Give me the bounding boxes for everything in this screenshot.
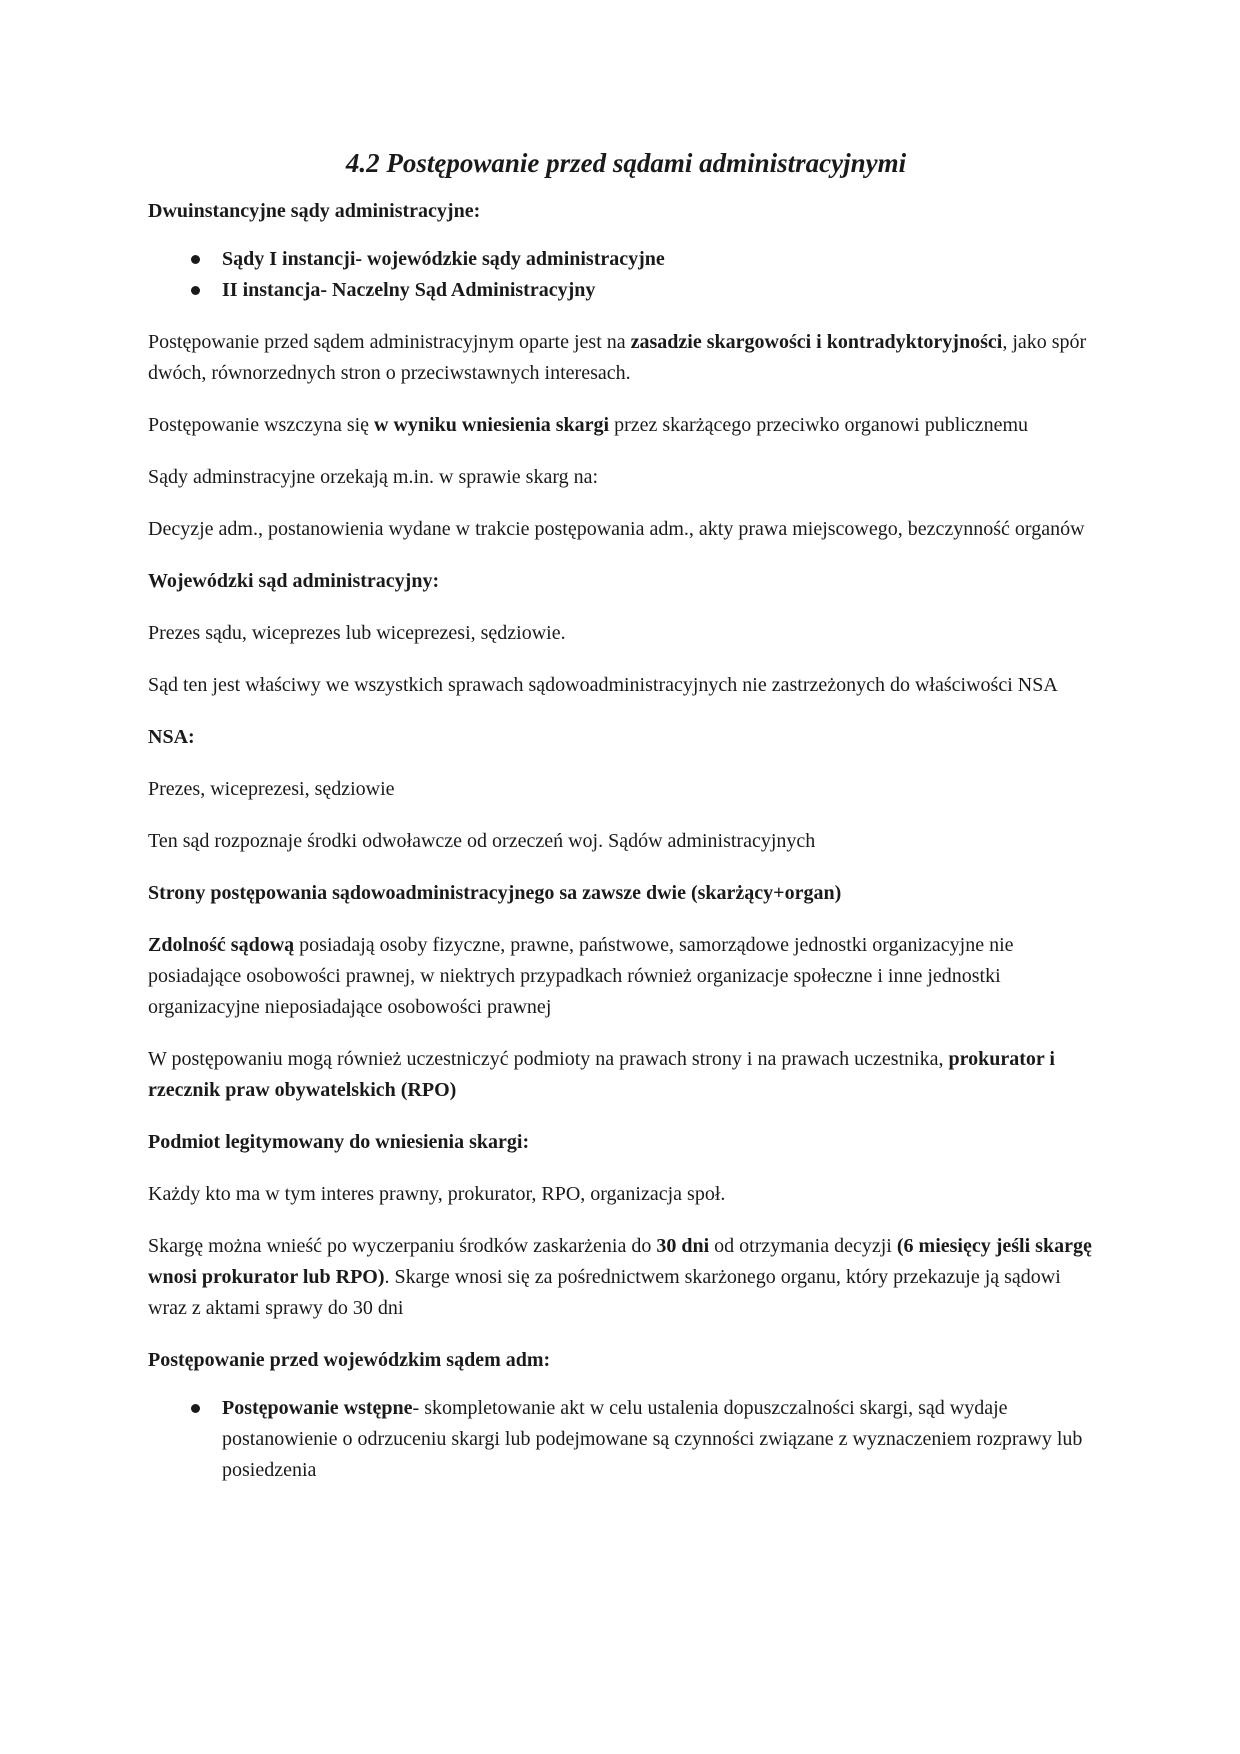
paragraph-participants	[148, 1044, 1098, 1106]
list-item-text: Sądy I instancji- wojewódzkie sądy administracyjne	[222, 248, 665, 270]
bold-span: (6 miesięcy jeśli skargę wnosi prokurator lub RPO)	[148, 1235, 1092, 1288]
bold-span: prokurator i rzecznik praw obywatelskich (RPO)	[148, 1048, 1055, 1101]
heading-two-instance-courts: Dwuinstancyjne sądy administracyjne:	[148, 200, 481, 222]
paragraph-initiation	[148, 410, 1098, 441]
procedure-list	[148, 1393, 1098, 1486]
heading-parties: Strony postępowania sądowoadministracyjnego sa zawsze dwie (skarżący+organ)	[148, 882, 842, 904]
text-span: W postępowaniu mogą również uczestniczyć podmioty na prawach strony i na prawach uczestnika,	[148, 1048, 949, 1070]
paragraph-nsa-composition: Prezes, wiceprezesi, sędziowie	[148, 778, 395, 800]
list-item-text: II instancja- Naczelny Sąd Administracyjny	[222, 279, 596, 301]
paragraph-nsa-jurisdiction: Ten sąd rozpoznaje środki odwoławcze od orzeczeń woj. Sądów administracyjnych	[148, 830, 816, 852]
paragraph-deadline	[148, 1231, 1098, 1324]
text-span: od otrzymania decyzji	[709, 1235, 897, 1257]
paragraph-legitimacy: Każdy kto ma w tym interes prawny, prokurator, RPO, organizacja społ.	[148, 1183, 726, 1205]
list-item	[148, 1393, 1098, 1486]
paragraph-voivodeship-composition: Prezes sądu, wiceprezes lub wiceprezesi, sędziowie.	[148, 622, 566, 644]
bold-span: Zdolność sądową	[148, 934, 295, 956]
list-item	[148, 244, 1098, 275]
heading-nsa: NSA:	[148, 726, 195, 748]
text-span: Postępowanie przed sądem administracyjnym oparte jest na	[148, 331, 631, 353]
text-span: , jako spór dwóch, równorzednych stron o przeciwstawnych interesach.	[148, 331, 1087, 384]
text-span: . Skarge wnosi się za pośrednictwem skarżonego organu, który przekazuje ją sądowi wraz z aktami sprawy do 30 dni	[148, 1266, 1061, 1319]
list-item	[148, 275, 1098, 306]
paragraph-capacity	[148, 930, 1098, 1023]
heading-voivodeship-court: Wojewódzki sąd administracyjny:	[148, 570, 440, 592]
heading-legitimacy: Podmiot legitymowany do wniesienia skargi:	[148, 1131, 530, 1153]
bullet-icon	[191, 286, 200, 295]
two-instance-list	[148, 244, 1098, 306]
paragraph-voivodeship-jurisdiction: Sąd ten jest właściwy we wszystkich sprawach sądowoadministracyjnych nie zastrzeżonych do właściwości NSA	[148, 674, 1058, 696]
text-span: Postępowanie wszczyna się	[148, 414, 375, 436]
list-item-text: - skompletowanie akt w celu ustalenia dopuszczalności skargi, sąd wydaje postanowienie o odrzuceniu skargi lub podejmowane są czynności związane z wyznaczeniem rozprawy lub posiedzenia	[222, 1397, 1083, 1481]
bold-span: w wyniku wniesienia skargi	[374, 414, 610, 436]
text-span: posiadają osoby fizyczne, prawne, państwowe, samorządowe jednostki organizacyjne nie posiadające osobowości prawnej, w niektrych przypadkach również organizacje społeczne i inne jednostki organizacyjne nieposiadające osobowości prawnej	[148, 934, 1014, 1018]
text-span: przez skarżącego przeciwko organowi publicznemu	[609, 414, 1028, 436]
paragraph-principle	[148, 327, 1098, 389]
document-title: 4.2 Postępowanie przed sądami administracyjnymi	[345, 148, 907, 178]
paragraph-decisions: Decyzje adm., postanowienia wydane w trakcie postępowania adm., akty prawa miejscowego, bezczynność organów	[148, 518, 1085, 540]
paragraph-rulings: Sądy adminstracyjne orzekają m.in. w sprawie skarg na:	[148, 466, 599, 488]
text-span: Skargę można wnieść po wyczerpaniu środków zaskarżenia do	[148, 1235, 657, 1257]
heading-procedure: Postępowanie przed wojewódzkim sądem adm:	[148, 1349, 551, 1371]
bold-span: 30 dni	[656, 1235, 710, 1257]
bullet-icon	[191, 1404, 200, 1413]
bold-span: zasadzie skargowości i kontradyktoryjności	[630, 331, 1003, 353]
list-item-bold: Postępowanie wstępne	[222, 1397, 413, 1419]
bullet-icon	[191, 255, 200, 264]
document-page	[148, 146, 1098, 1507]
